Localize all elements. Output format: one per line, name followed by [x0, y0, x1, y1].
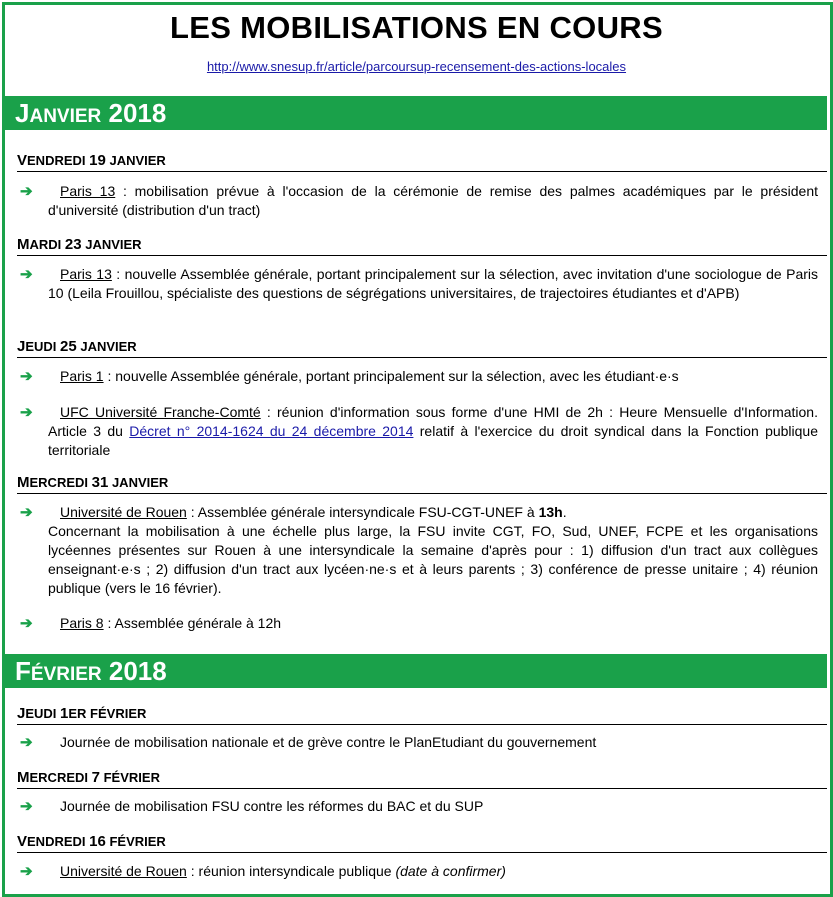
arrow-icon: ➔ — [20, 615, 33, 632]
item-paragraph: Concernant la mobilisation à une échelle plus large, la FSU invite CGT, FO, Sud, UNEF, FCPE et les organisations lycéennes présentes sur Rouen à une intersyndicale la semaine d'après pour : 1) diffusion d'un tract aux collègues enseignant·e·s ; 2) diffusion d'un tract aux lycéen·ne·s et à leurs parents ; 3) conférence de presse unitaire ; 4) réunion publique (vers le 16 février). — [48, 523, 818, 596]
arrow-icon: ➔ — [20, 734, 33, 751]
item-link[interactable]: Université de Rouen — [60, 504, 187, 520]
page-title: LES MOBILISATIONS EN COURS — [170, 10, 663, 45]
day-heading: MERCREDI 31 JANVIER — [17, 474, 827, 494]
source-link[interactable]: http://www.snesup.fr/article/parcoursup-recensement-des-actions-locales — [206, 59, 627, 74]
arrow-icon: ➔ — [20, 368, 33, 385]
month-header-fevrier: FÉVRIER 2018 — [5, 654, 827, 688]
arrow-icon: ➔ — [20, 863, 33, 880]
day-heading: MARDI 23 JANVIER — [17, 236, 827, 256]
day-heading: JEUDI 25 JANVIER — [17, 338, 827, 358]
arrow-icon: ➔ — [20, 798, 33, 815]
day-heading: VENDREDI 16 FÉVRIER — [17, 833, 827, 853]
item-link[interactable]: Paris 1 — [60, 368, 104, 384]
arrow-icon: ➔ — [20, 266, 33, 283]
month-header-janvier: JANVIER 2018 — [5, 96, 827, 130]
item-link[interactable]: Université de Rouen — [60, 863, 187, 879]
arrow-icon: ➔ — [20, 504, 33, 521]
arrow-icon: ➔ — [20, 404, 33, 421]
item-link[interactable]: UFC Université Franche-Comté — [60, 404, 261, 420]
item-link[interactable]: Paris 8 — [60, 615, 104, 631]
item-link[interactable]: Paris 13 — [60, 266, 112, 282]
day-heading: MERCREDI 7 FÉVRIER — [17, 769, 827, 789]
day-heading: JEUDI 1ER FÉVRIER — [17, 705, 827, 725]
arrow-icon: ➔ — [20, 183, 33, 200]
item-link[interactable]: Paris 13 — [60, 183, 116, 199]
decret-link[interactable]: Décret n° 2014-1624 du 24 décembre 2014 — [129, 423, 414, 439]
day-heading: VENDREDI 19 JANVIER — [17, 152, 827, 172]
